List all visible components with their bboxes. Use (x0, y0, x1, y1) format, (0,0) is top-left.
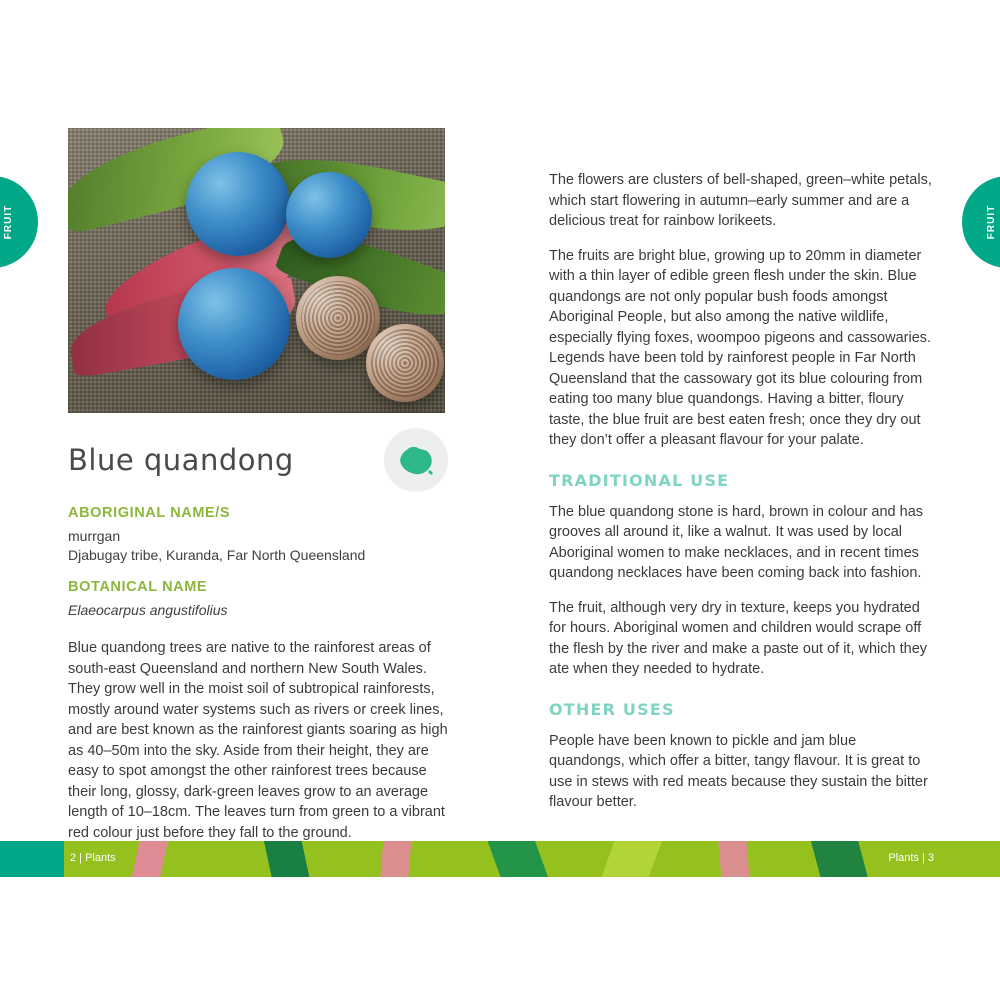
botanical-name-value: Elaeocarpus angustifolius (68, 602, 228, 618)
section-tab-right-label: FRUIT (985, 204, 997, 240)
blue-fruit-icon (186, 152, 290, 256)
aboriginal-name-value: murrgan (68, 528, 121, 544)
other-uses-heading: OTHER USES (549, 699, 675, 719)
intro-body (68, 638, 448, 843)
blue-fruit-icon (286, 172, 372, 258)
blue-fruit-icon (178, 268, 290, 380)
intro-paragraph: Blue quandong trees are native to the rainforest areas of south-east Queensland and northern New South Wales. They grow well in the moist soil of subtropical rainforests, mostly around water systems such as rivers or creek lines, and are best known as the rainforest giants soaring as high as 40–50m into the sky. Aside from their height, they are easy to spot amongst the other rainforest trees because their long, glossy, dark-green leaves grow to an average length of 10–18cm. The leaves turn from green to a vibrant red colour just before they fall to the ground. (68, 640, 448, 841)
page-title: Blue quandong (68, 443, 294, 477)
seed-stone-icon (296, 276, 380, 360)
other-uses-paragraph-1: People have been known to pickle and jam blue quandongs, which offer a bitter, tangy flavour. It is great to use in stews with red meats because they sustain the bitter flavour better. (549, 732, 928, 810)
folio-left: 2 | Plants (70, 852, 116, 864)
section-tab-left (0, 176, 38, 268)
aboriginal-name-source: Djabugay tribe, Kuranda, Far North Queensland (68, 547, 366, 563)
traditional-use-paragraph-2: The fruit, although very dry in texture, keeps you hydrated for hours. Aboriginal women and children would scrape off the flesh by the river and make a paste out of it, which they ate when they needed to hydrate. (549, 599, 928, 677)
botanical-name-label: BOTANICAL NAME (68, 579, 208, 595)
aboriginal-name-label: ABORIGINAL NAME/S (68, 505, 231, 521)
right-page (549, 170, 933, 827)
fruits-paragraph: The fruits are bright blue, growing up to 20mm in diameter with a thin layer of edible green flesh under the skin. Blue quandongs are not only popular bush foods amongst Aboriginal People, but also among the native wildlife, especially flying foxes, woompoo pigeons and cassowaries. Legends have been told by rainforest people in Far North Queensland that the cassowary got its blue colouring from eating too many blue quandongs. Having a bitter, floury taste, the blue fruit are best eaten fresh; once they dry out they don’t offer a pleasant flavour for your palate. (549, 247, 932, 448)
traditional-use-paragraph-1: The blue quandong stone is hard, brown in colour and has grooves all around it, like a walnut. It was used by local Aboriginal women to make necklaces, and in recent times quandong necklaces have been coming back into fashion. (549, 503, 924, 581)
australia-map-icon (397, 443, 435, 477)
footer-teal-cap (0, 841, 64, 877)
seed-stone-icon (366, 324, 444, 402)
footer-band (0, 841, 1000, 877)
flowers-paragraph: The flowers are clusters of bell-shaped, green–white petals, which start flowering in autumn–early summer and are a delicious treat for rainbow lorikeets. (549, 172, 932, 229)
traditional-use-heading: TRADITIONAL USE (549, 470, 730, 490)
section-tab-right (962, 176, 1000, 268)
section-tab-left-label: FRUIT (3, 204, 15, 240)
folio-right: Plants | 3 (888, 852, 934, 864)
left-page (68, 128, 448, 856)
distribution-map-badge (384, 428, 448, 492)
plant-photo (68, 128, 445, 413)
footer-artwork (64, 841, 1000, 877)
title-row (68, 429, 448, 491)
